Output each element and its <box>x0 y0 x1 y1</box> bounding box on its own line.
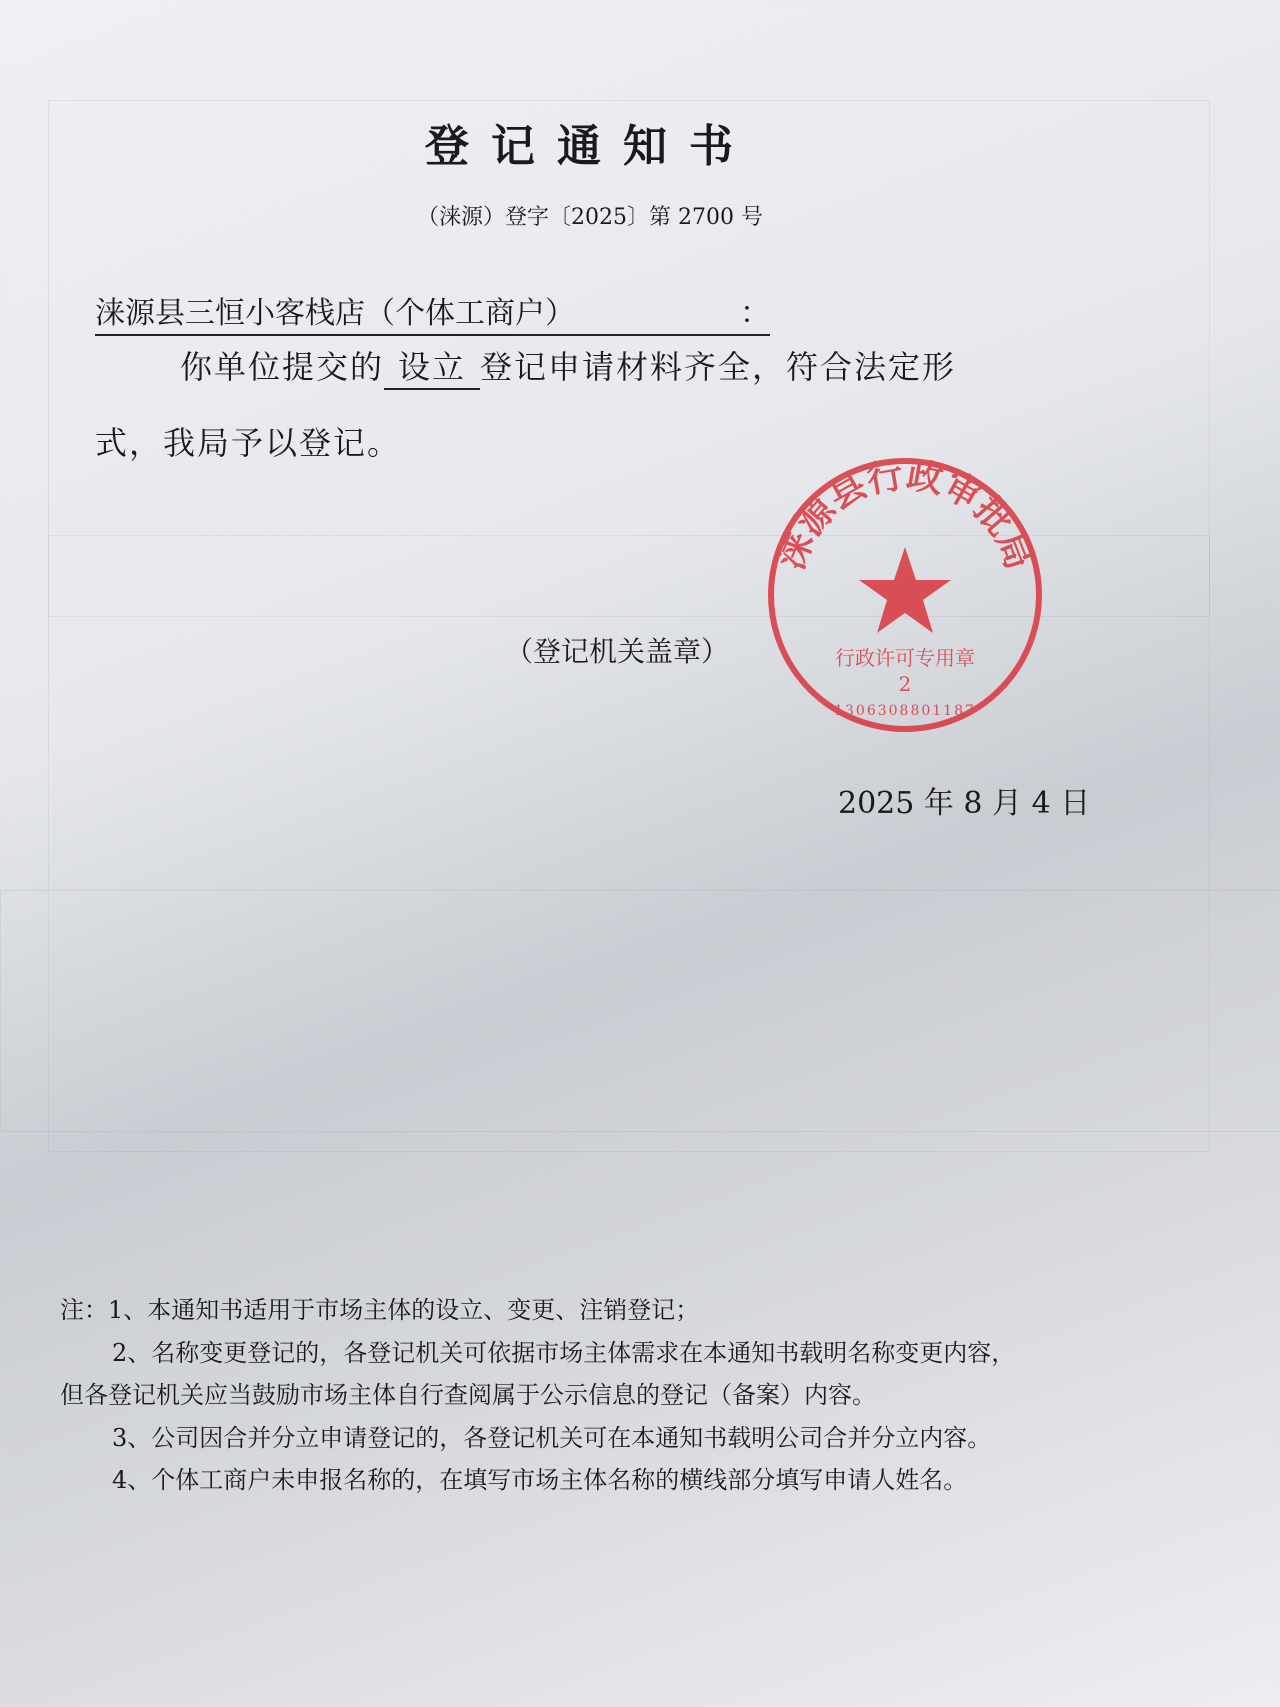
svg-text:1306308801187: 1306308801187 <box>834 703 976 719</box>
recipient-line <box>95 288 770 336</box>
official-seal-stamp <box>765 455 1045 735</box>
svg-text:2: 2 <box>898 672 912 696</box>
body-line-1 <box>180 342 956 390</box>
seal-label: （登记机关盖章） <box>505 635 730 668</box>
svg-text:行政许可专用章: 行政许可专用章 <box>835 646 975 670</box>
note-2: 2、名称变更登记的，各登记机关可依据市场主体需求在本通知书载明名称变更内容， <box>112 1339 1016 1367</box>
body-prefix: 你单位提交的 <box>180 348 385 386</box>
note-1: 注：1、本通知书适用于市场主体的设立、变更、注销登记； <box>60 1296 700 1324</box>
reference-number: （涞源）登字〔2025〕第 2700 号 <box>417 205 763 230</box>
issue-date: 2025 年 8 月 4 日 <box>838 786 1091 821</box>
document-title: 登记通知书 <box>425 121 755 172</box>
note-4: 4、个体工商户未申报名称的，在填写市场主体名称的横线部分填写申请人姓名。 <box>112 1466 968 1494</box>
registration-type: 设立 <box>384 342 480 390</box>
note-2-cont: 但各登记机关应当鼓励市场主体自行查阅属于公示信息的登记（备案）内容。 <box>60 1381 876 1409</box>
note-3: 3、公司因合并分立申请登记的，各登记机关可在本通知书载明公司合并分立内容。 <box>112 1424 992 1452</box>
star-icon <box>859 547 951 633</box>
recipient-name: 涞源县三恒小客栈店（个体工商户） <box>95 296 575 331</box>
recipient-colon: ： <box>740 296 770 331</box>
body-suffix: 登记申请材料齐全，符合法定形 <box>480 348 957 386</box>
svg-text:涞源县行政审批局: 涞源县行政审批局 <box>770 455 1040 576</box>
body-line-2: 式，我局予以登记。 <box>95 424 402 462</box>
background-form-row <box>0 890 1280 1132</box>
